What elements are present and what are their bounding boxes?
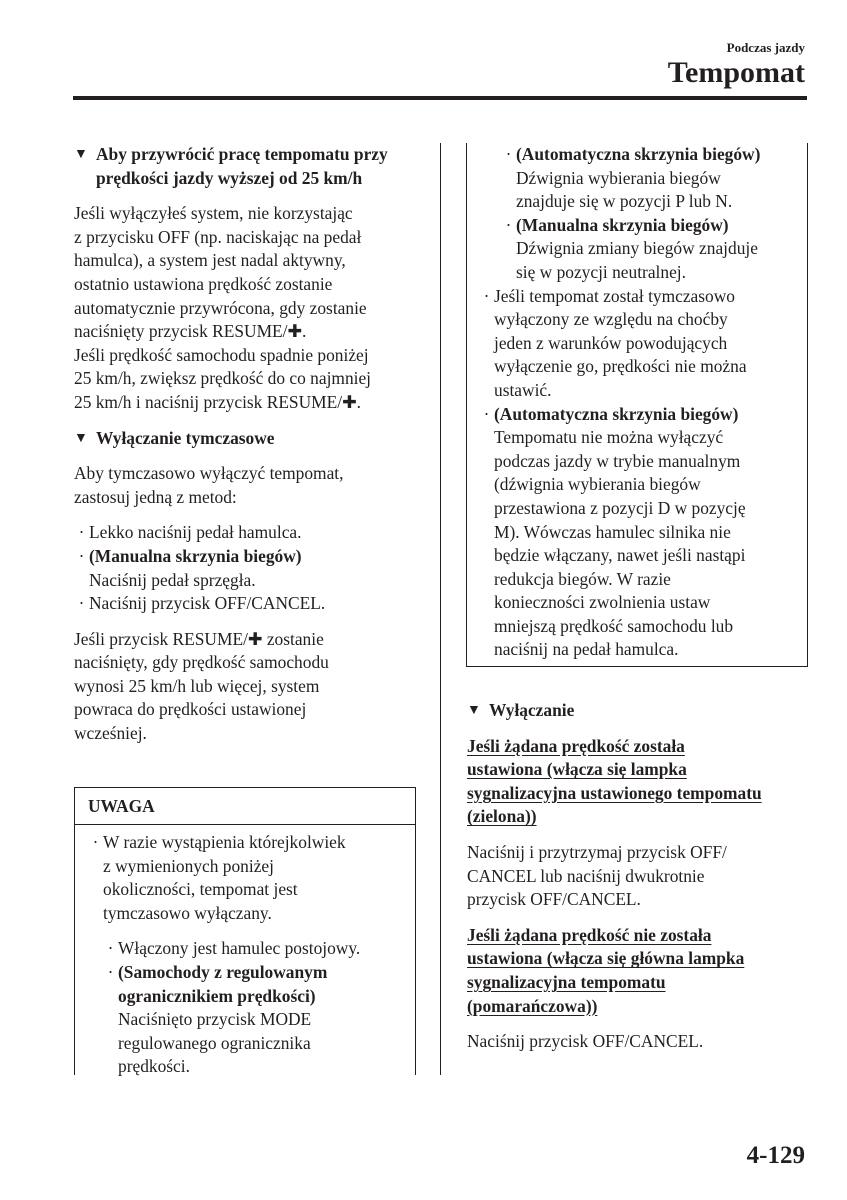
text-line: ogranicznikiem prędkości) bbox=[118, 985, 316, 1006]
list-item bbox=[103, 961, 407, 1079]
bullet-icon: · bbox=[107, 938, 114, 959]
text-line: przycisk OFF/CANCEL. bbox=[467, 889, 641, 910]
note-body bbox=[75, 825, 415, 1079]
paragraph-resume bbox=[74, 202, 416, 414]
text-line: będzie włączany, nawet jeśli nastąpi bbox=[494, 545, 746, 566]
triangle-icon: ▼ bbox=[74, 430, 88, 446]
list-item-title: (Manualna skrzynia biegów) bbox=[516, 214, 729, 235]
list-item bbox=[88, 831, 407, 925]
list-item-body bbox=[516, 143, 799, 214]
section-heading-resume bbox=[74, 143, 416, 190]
bullet-icon: · bbox=[505, 144, 512, 164]
text-line: naciśnięty, gdy prędkość samochodu bbox=[74, 652, 329, 673]
text-line: hamulca), a system jest nadal aktywny, bbox=[74, 250, 346, 271]
paragraph-methods bbox=[74, 462, 416, 509]
section-heading-temporary bbox=[74, 427, 416, 451]
text-line: okoliczności, tempomat jest bbox=[103, 879, 298, 900]
text-line: CANCEL lub naciśnij dwukrotnie bbox=[467, 865, 705, 886]
heading-text: Wyłączanie tymczasowe bbox=[96, 427, 275, 448]
text-line: ostatnio ustawiona prędkość zostanie bbox=[74, 273, 333, 294]
text-line: Jeśli przycisk RESUME/✚ zostanie bbox=[74, 628, 324, 649]
text-line: zastosuj jedną z metod: bbox=[74, 486, 237, 507]
chapter-label: Podczas jazdy bbox=[726, 40, 805, 55]
text-line: naciśnij na pedał hamulca. bbox=[494, 639, 679, 660]
text-line: przestawiona z pozycji D w pozycję bbox=[494, 497, 746, 518]
header-rule bbox=[73, 96, 807, 100]
list-item-title: (Manualna skrzynia biegów) bbox=[89, 545, 302, 566]
bullet-icon: · bbox=[78, 545, 85, 566]
list-item-text: Naciśnij przycisk OFF/CANCEL. bbox=[89, 593, 326, 614]
text-line: naciśnięty przycisk RESUME/✚. bbox=[74, 321, 307, 342]
note-heading: UWAGA bbox=[75, 788, 415, 825]
text-line: (pomarańczowa)) bbox=[467, 995, 598, 1016]
list-item-text: Naciśnij pedał sprzęgła. bbox=[89, 569, 256, 590]
bullet-icon: · bbox=[78, 593, 85, 614]
text-line: redukcja biegów. W razie bbox=[494, 568, 671, 589]
text-line: 25 km/h, zwiększ prędkość do co najmniej bbox=[74, 368, 372, 389]
bullet-icon: · bbox=[505, 214, 512, 235]
text-line: sygnalizacyjna ustawionego tempomatu bbox=[467, 782, 762, 803]
text-line: wcześniej. bbox=[74, 723, 147, 744]
list-item bbox=[74, 521, 416, 545]
page-number: 4-129 bbox=[746, 1142, 805, 1169]
text-line: wyłączony ze względu na choćby bbox=[494, 309, 728, 330]
text-line: regulowanego ogranicznika bbox=[118, 1032, 311, 1053]
text-line: jeden z warunków powodujących bbox=[494, 332, 728, 353]
paragraph-resume-note bbox=[74, 628, 416, 746]
list-item-body bbox=[118, 961, 407, 1079]
list-item bbox=[74, 592, 416, 616]
text-line: Aby tymczasowo wyłączyć tempomat, bbox=[74, 463, 344, 484]
text-line: Naciśnięto przycisk MODE bbox=[118, 1009, 312, 1030]
text-line: się w pozycji neutralnej. bbox=[516, 261, 686, 282]
paragraph-off-hold bbox=[467, 841, 807, 912]
text-line: konieczności zwolnienia ustaw bbox=[494, 592, 711, 613]
text-line: mniejszą prędkość samochodu lub bbox=[494, 615, 734, 636]
text-line: ustawiona (włącza się lampka bbox=[467, 759, 687, 780]
list-item-text: Włączony jest hamulec postojowy. bbox=[118, 938, 361, 959]
note-box-continued bbox=[466, 143, 808, 667]
text-line: Dźwignia zmiany biegów znajduje bbox=[516, 238, 758, 259]
list-item bbox=[103, 937, 407, 961]
text-line: (dźwignia wybierania biegów bbox=[494, 474, 701, 495]
list-item bbox=[501, 143, 799, 214]
heading-text: Wyłączanie bbox=[489, 700, 575, 720]
text-line: M). Wówczas hamulec silnika nie bbox=[494, 521, 731, 542]
text-line: sygnalizacyjna tempomatu bbox=[467, 971, 666, 992]
triangle-icon: ▼ bbox=[467, 703, 481, 718]
list-item bbox=[479, 285, 799, 403]
text-line: Jeśli żądana prędkość została bbox=[467, 735, 685, 756]
text-line: ustawiona (włącza się główna lampka bbox=[467, 948, 745, 969]
list-item bbox=[501, 214, 799, 285]
text-line: ustawić. bbox=[494, 379, 552, 400]
text-line: (zielona)) bbox=[467, 806, 537, 827]
paragraph-off: Naciśnij przycisk OFF/CANCEL. bbox=[467, 1031, 704, 1052]
list-item-text: Lekko naciśnij pedał hamulca. bbox=[89, 522, 302, 543]
text-line: W razie wystąpienia którejkolwiek bbox=[103, 832, 346, 852]
text-line: powraca do prędkości ustawionej bbox=[74, 699, 307, 720]
section-heading-off bbox=[467, 699, 807, 723]
note-box bbox=[74, 787, 416, 1075]
bullet-icon: · bbox=[107, 961, 114, 982]
text-line: tymczasowo wyłączany. bbox=[103, 902, 272, 923]
text-line: (Samochody z regulowanym bbox=[118, 961, 328, 982]
list-item bbox=[479, 403, 799, 663]
list-item-title: (Automatyczna skrzynia biegów) bbox=[494, 403, 739, 424]
left-column bbox=[74, 143, 416, 746]
text-line: Jeśli wyłączyłeś system, nie korzystając bbox=[74, 203, 353, 224]
column-divider bbox=[440, 143, 441, 1075]
bullet-icon: · bbox=[483, 403, 490, 424]
text-line: wyłączenie go, prędkości nie można bbox=[494, 356, 747, 377]
text-line: automatycznie przywrócona, gdy zostanie bbox=[74, 297, 367, 318]
text-line: z przycisku OFF (np. naciskając na pedał bbox=[74, 226, 362, 247]
text-line: Jeśli tempomat został tymczasowo bbox=[494, 285, 735, 306]
list-item-title: (Automatyczna skrzynia biegów) bbox=[516, 144, 761, 164]
list-item-body bbox=[89, 545, 416, 592]
text-line: 25 km/h i naciśnij przycisk RESUME/✚. bbox=[74, 391, 362, 412]
text-line: podczas jazdy w trybie manualnym bbox=[494, 450, 741, 471]
triangle-icon: ▼ bbox=[74, 147, 88, 162]
text-line: Tempomatu nie można wyłączyć bbox=[494, 427, 724, 448]
text-line: Dźwignia wybierania biegów bbox=[516, 167, 721, 188]
bullet-icon: · bbox=[78, 522, 85, 543]
subheading-set-speed bbox=[467, 735, 807, 829]
text-line: Jeśli żądana prędkość nie została bbox=[467, 924, 712, 945]
text-line: Jeśli prędkość samochodu spadnie poniżej bbox=[74, 344, 369, 365]
text-line: prędkości. bbox=[118, 1056, 190, 1077]
note-sublist bbox=[479, 143, 799, 285]
list-item bbox=[74, 545, 416, 592]
note-sublist bbox=[88, 937, 407, 1079]
bullet-icon: · bbox=[483, 285, 490, 306]
page-title: Tempomat bbox=[667, 56, 805, 89]
heading-text: Aby przywrócić pracę tempomatu przy prędkości jazdy wyższej od 25 km/h bbox=[96, 144, 388, 188]
list-item-body bbox=[103, 831, 407, 925]
text-line: znajduje się w pozycji P lub N. bbox=[516, 191, 733, 212]
text-line: Naciśnij i przytrzymaj przycisk OFF/ bbox=[467, 841, 727, 862]
right-column bbox=[467, 699, 807, 1054]
list-item-body bbox=[516, 214, 799, 285]
text-line: z wymienionych poniżej bbox=[103, 855, 274, 876]
list-item-body bbox=[494, 285, 799, 403]
list-item-body bbox=[494, 403, 799, 663]
text-line: wynosi 25 km/h lub więcej, system bbox=[74, 675, 320, 696]
subheading-not-set bbox=[467, 924, 807, 1018]
bullet-icon: · bbox=[92, 832, 99, 852]
